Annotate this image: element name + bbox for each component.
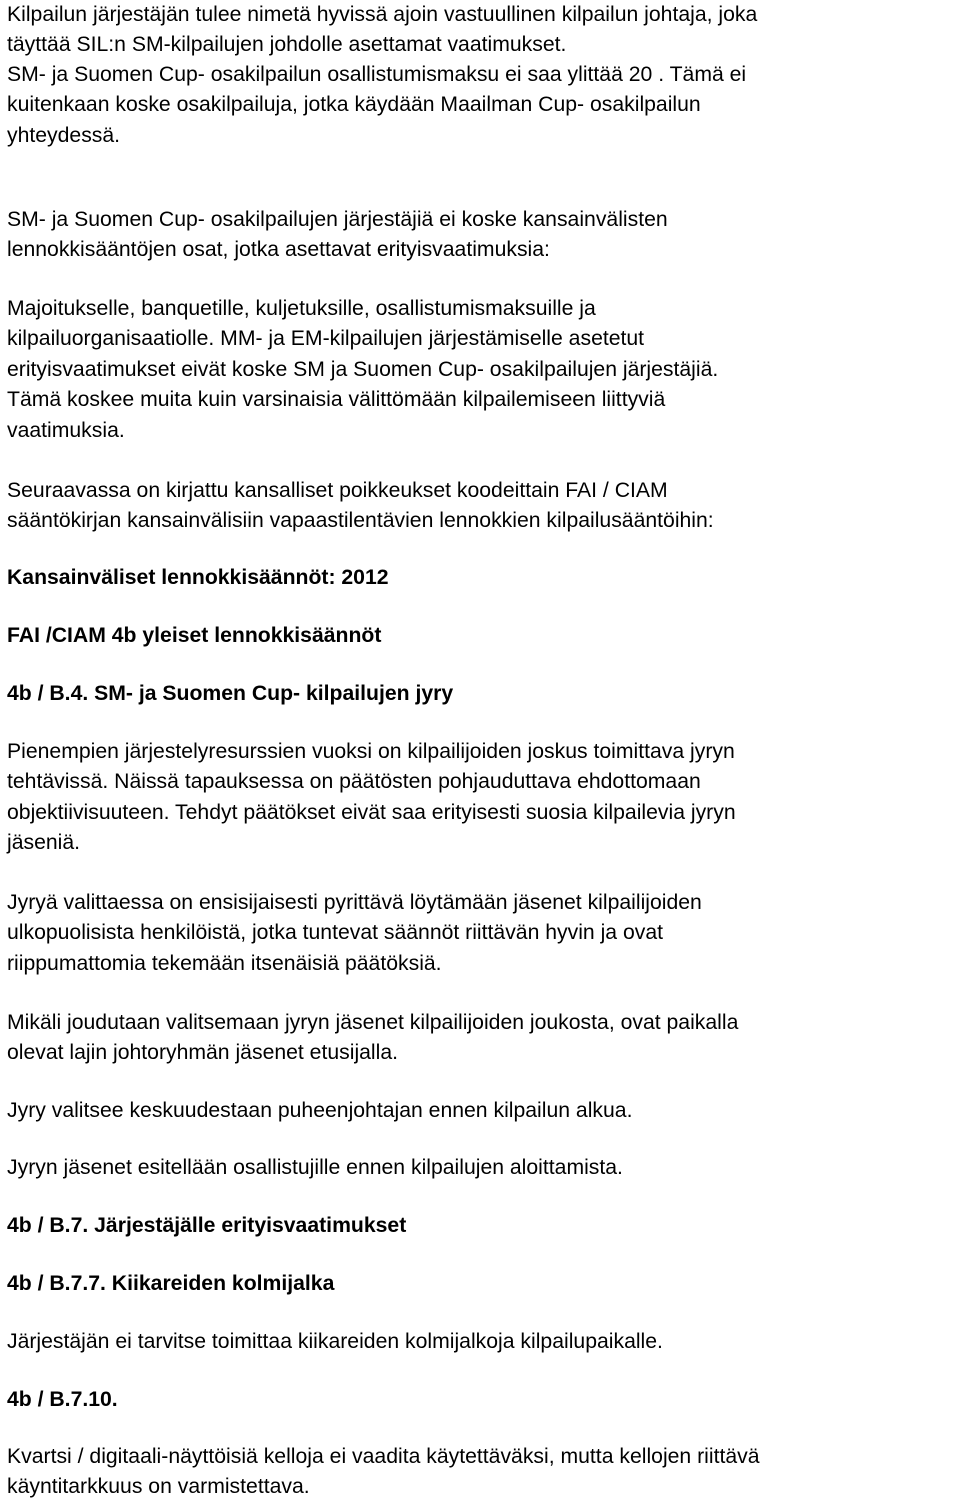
paragraph-special-requirements [7,294,957,446]
heading-organizer-requirements [7,1211,957,1241]
text-line: SM- ja Suomen Cup- osakilpailujen järjestäjiä ei koske kansainvälisten [7,208,668,231]
paragraph-jury-introduction [7,1153,957,1183]
paragraph-entry-fee [7,60,957,151]
heading-jury-section [7,679,957,709]
text-line: yhteydessä. [7,123,121,147]
text-line: sääntökirjan kansainvälisiin vapaastilentävien lennokkien kilpailusääntöihin: [7,509,714,533]
heading-binocular-tripod [7,1269,957,1299]
text-line: Jyry valitsee keskuudestaan puheenjohtajan ennen kilpailun alkua. [7,1099,633,1122]
text-line: vaatimuksia. [7,418,125,442]
heading-text: 4b / B.7.7. Kiikareiden kolmijalka [7,1272,335,1295]
text-line: kilpailuorganisaatiolle. MM- ja EM-kilpailujen järjestämiselle asetetut [7,327,645,351]
text-line: täyttää SIL:n SM-kilpailujen johdolle asettamat vaatimukset. [7,33,567,57]
heading-fai-ciam-general [7,621,957,651]
heading-section-b-7-10 [7,1385,957,1415]
text-line: olevat lajin johtoryhmän jäsenet etusijalla. [7,1041,399,1065]
paragraph-organizer-exemptions [7,205,957,266]
paragraph-jury-resources [7,737,957,859]
paragraph-competition-director [7,0,957,61]
text-line: objektiivisuuteen. Tehdyt päätökset eivät saa erityisesti suosia kilpailevia jyryn [7,800,736,824]
text-line: Kilpailun järjestäjän tulee nimetä hyvissä ajoin vastuullinen kilpailun johtaja, joka [7,3,758,26]
text-line: Jyryn jäsenet esitellään osallistujille ennen kilpailujen aloittamista. [7,1156,623,1179]
text-line: Seuraavassa on kirjattu kansalliset poikkeukset koodeittain FAI / CIAM [7,479,668,502]
paragraph-tripod-not-required [7,1327,957,1357]
paragraph-jury-selection [7,888,957,979]
text-line: Mikäli joudutaan valitsemaan jyryn jäsenet kilpailijoiden joukosta, ovat paikalla [7,1011,739,1034]
heading-text: FAI /CIAM 4b yleiset lennokkisäännöt [7,624,382,647]
heading-international-rules [7,563,957,593]
paragraph-national-exceptions-intro [7,476,957,537]
heading-text: 4b / B.7.10. [7,1388,118,1411]
text-line: Tämä koskee muita kuin varsinaisia välittömään kilpailemiseen liittyviä [7,388,666,412]
text-line: erityisvaatimukset eivät koske SM ja Suomen Cup- osakilpailujen järjestäjiä. [7,357,719,381]
text-line: SM- ja Suomen Cup- osakilpailun osallistumismaksu ei saa ylittää 20 . Tämä ei [7,63,747,86]
text-line: jäseniä. [7,831,81,855]
text-line: riippumattomia tekemään itsenäisiä päätöksiä. [7,951,442,975]
text-line: Pienempien järjestelyresurssien vuoksi on kilpailijoiden joskus toimittava jyryn [7,740,735,763]
heading-text: 4b / B.7. Järjestäjälle erityisvaatimukset [7,1214,407,1237]
text-line: Kvartsi / digitaali-näyttöisiä kelloja ei vaadita käytettäväksi, mutta kellojen riittävä [7,1445,760,1468]
paragraph-clocks [7,1442,957,1503]
text-line: käyntitarkkuus on varmistettava. [7,1475,310,1499]
paragraph-jury-chair [7,1096,957,1126]
text-line: tehtävissä. Näissä tapauksessa on päätösten pohjauduttava ehdottomaan [7,770,701,794]
text-line: Majoitukselle, banquetille, kuljetuksille, osallistumismaksuille ja [7,297,596,320]
text-line: ulkopuolisista henkilöistä, jotka tuntevat säännöt riittävän hyvin ja ovat [7,921,664,945]
text-line: Järjestäjän ei tarvitse toimittaa kiikareiden kolmijalkoja kilpailupaikalle. [7,1330,663,1353]
text-line: Jyryä valittaessa on ensisijaisesti pyrittävä löytämään jäsenet kilpailijoiden [7,891,702,914]
heading-text: 4b / B.4. SM- ja Suomen Cup- kilpailujen jyry [7,682,454,705]
paragraph-jury-from-competitors [7,1008,957,1069]
text-line: lennokkisääntöjen osat, jotka asettavat erityisvaatimuksia: [7,238,550,262]
heading-text: Kansainväliset lennokkisäännöt: 2012 [7,566,389,589]
text-line: kuitenkaan koske osakilpailuja, jotka käydään Maailman Cup- osakilpailun [7,93,701,117]
